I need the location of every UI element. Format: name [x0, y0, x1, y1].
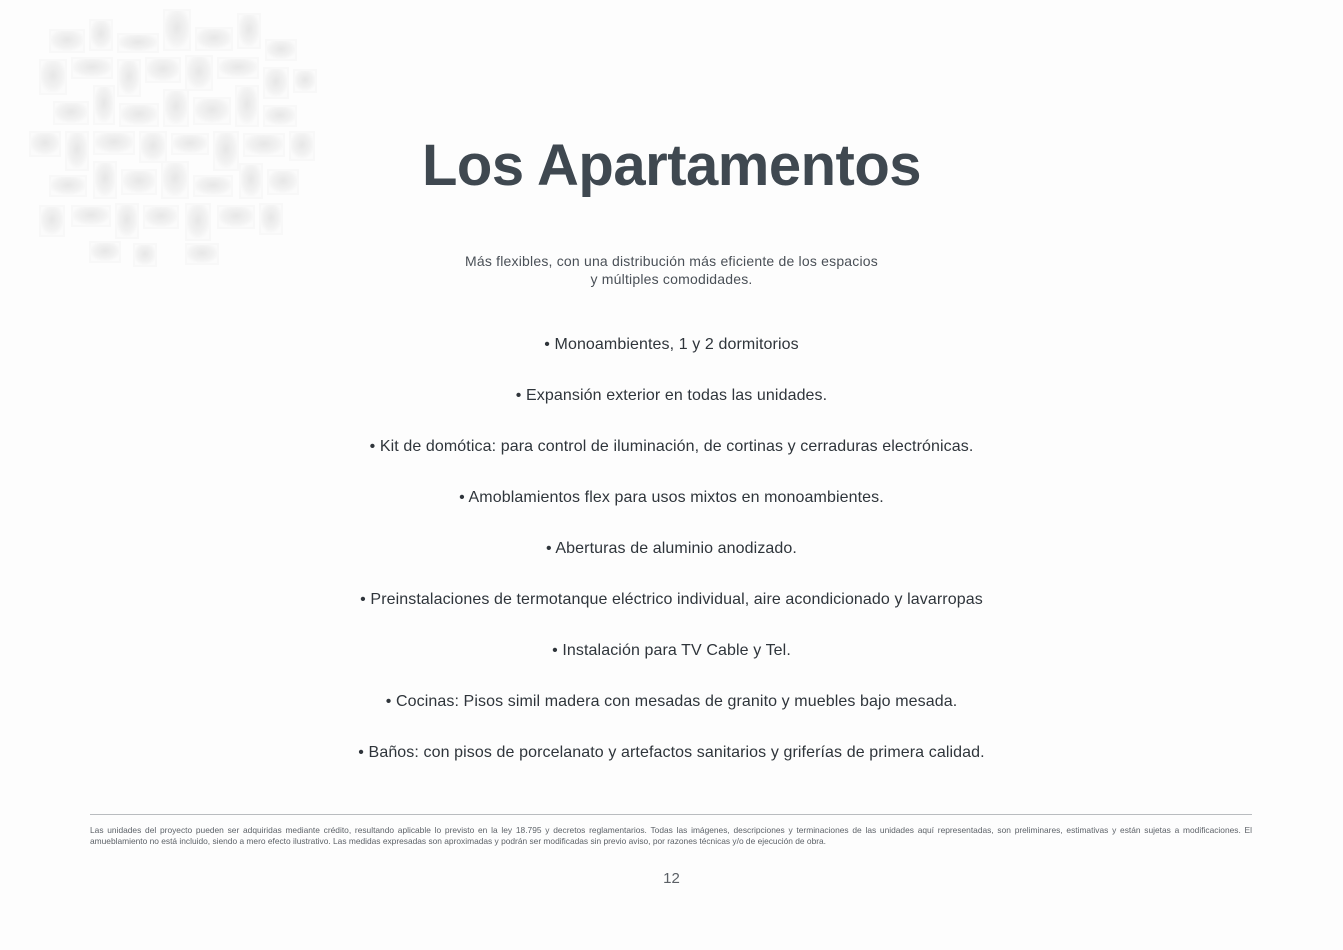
- feature-item: • Cocinas: Pisos simil madera con mesadas de granito y muebles bajo mesada.: [385, 693, 958, 710]
- page-title: Los Apartamentos: [421, 133, 922, 198]
- page-subtitle: [0, 252, 1343, 288]
- page-number: 12: [663, 870, 680, 887]
- feature-item: • Kit de domótica: para control de iluminación, de cortinas y cerraduras electrónicas.: [369, 438, 974, 455]
- legal-disclaimer: Las unidades del proyecto pueden ser adquiridas mediante crédito, resultando aplicable lo previsto en la ley 18.795 y decretos reglamentarios. Todas las imágenes, descripciones y terminaciones de las unidades aquí representadas, son preliminares, estimativas y están sujetas a modificaciones. El amueblamiento no está incluido, siendo a mero efecto ilustrativo. Las medidas expresadas son aproximadas y podrán ser modificadas sin previo aviso, por razones técnicas y/o de ejecución de obra.: [90, 825, 1252, 846]
- feature-item: • Expansión exterior en todas las unidades.: [515, 387, 828, 404]
- footer-divider: [90, 814, 1252, 815]
- feature-item: • Aberturas de aluminio anodizado.: [546, 540, 797, 557]
- feature-item: • Baños: con pisos de porcelanato y artefactos sanitarios y griferías de primera calidad.: [358, 744, 985, 761]
- feature-item: • Monoambientes, 1 y 2 dormitorios: [544, 336, 799, 353]
- feature-item: • Amoblamientos flex para usos mixtos en monoambientes.: [459, 489, 884, 506]
- feature-item: • Preinstalaciones de termotanque eléctrico individual, aire acondicionado y lavarropas: [360, 591, 983, 608]
- features-list: [0, 334, 1343, 793]
- subtitle-line-2: y múltiples comodidades.: [590, 271, 753, 287]
- subtitle-line-1: Más flexibles, con una distribución más eficiente de los espacios: [465, 253, 878, 269]
- feature-item: • Instalación para TV Cable y Tel.: [552, 642, 791, 659]
